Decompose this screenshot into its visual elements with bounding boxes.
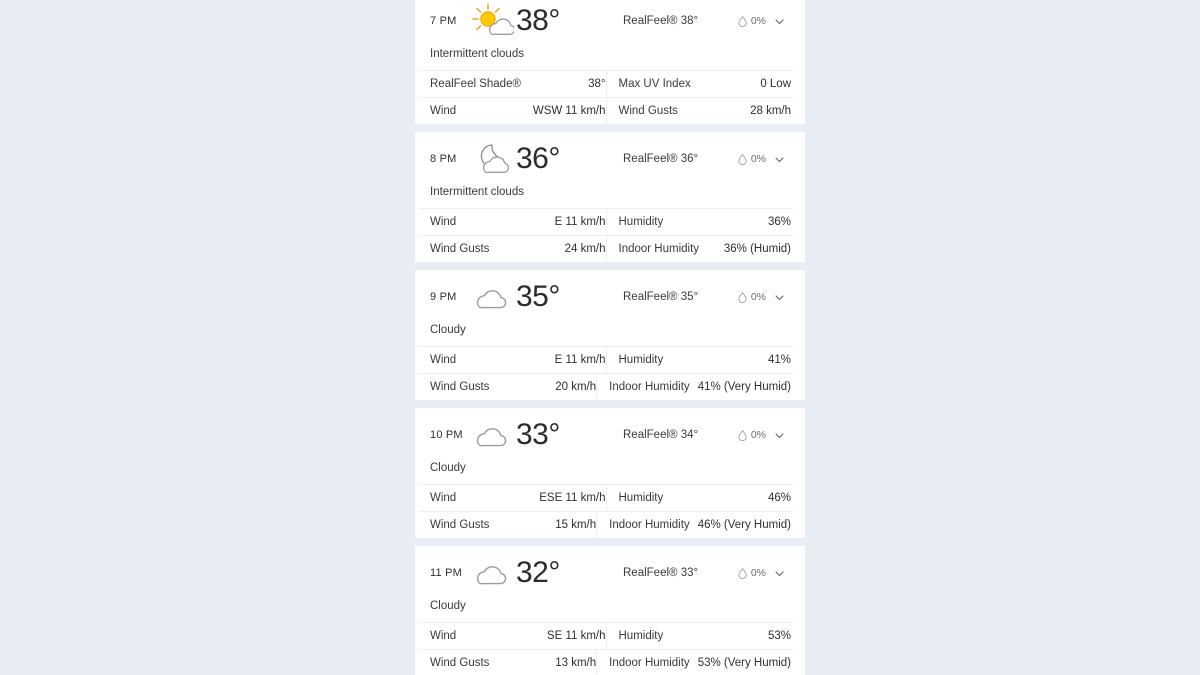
detail-row: [418, 649, 793, 675]
hour-realfeel: [623, 15, 698, 27]
realfeel-value: 35°: [680, 291, 699, 303]
hourly-card-header[interactable]: [418, 546, 793, 596]
sun-behind-cloud-icon: [468, 1, 514, 41]
detail-key: Indoor Humidity: [618, 243, 700, 255]
detail-cell: [418, 374, 596, 400]
detail-key: Humidity: [618, 354, 664, 366]
realfeel-label: RealFeel®: [623, 291, 678, 303]
detail-value: E 11 km/h: [554, 216, 606, 228]
hourly-forecast-list: [415, 0, 805, 675]
detail-key: Wind Gusts: [430, 657, 490, 669]
precip-probability: 0%: [750, 429, 766, 441]
precip-group: [738, 291, 785, 303]
realfeel-value: 34°: [680, 429, 699, 441]
detail-key: Humidity: [618, 630, 664, 642]
chevron-down-icon[interactable]: [774, 16, 785, 27]
chevron-down-icon[interactable]: [774, 292, 785, 303]
detail-cell: [606, 236, 794, 262]
detail-value: SE 11 km/h: [546, 630, 606, 642]
detail-key: Wind: [430, 216, 457, 228]
detail-key: Wind Gusts: [430, 243, 490, 255]
precip-probability: 0%: [750, 153, 766, 165]
hourly-card[interactable]: [415, 546, 805, 675]
detail-key: Wind: [430, 105, 457, 117]
hourly-card[interactable]: [415, 0, 805, 124]
detail-value: 38°: [588, 78, 606, 90]
hour-time: 11 PM: [430, 567, 462, 579]
detail-cell: [606, 209, 794, 235]
raindrop-icon: [738, 292, 747, 303]
detail-row: [418, 235, 793, 262]
hour-temperature: 32°: [516, 556, 560, 589]
realfeel-value: 38°: [680, 15, 699, 27]
detail-key: Wind Gusts: [430, 519, 490, 531]
hour-phrase: Intermittent clouds: [430, 186, 524, 198]
realfeel-label: RealFeel®: [623, 15, 678, 27]
detail-row: [418, 373, 793, 400]
chevron-down-icon[interactable]: [774, 154, 785, 165]
detail-cell: [596, 512, 793, 538]
raindrop-icon: [738, 154, 747, 165]
hour-temperature: 35°: [516, 280, 560, 313]
hourly-card[interactable]: [415, 270, 805, 400]
hour-realfeel: [623, 429, 698, 441]
detail-cell: [606, 485, 794, 511]
detail-cell: [596, 650, 793, 675]
realfeel-label: RealFeel®: [623, 567, 678, 579]
hour-time: 9 PM: [430, 291, 457, 303]
hourly-card-header[interactable]: [418, 408, 793, 458]
detail-value: 15 km/h: [555, 519, 597, 531]
detail-value: 28 km/h: [750, 105, 791, 117]
hour-temperature: 38°: [516, 4, 560, 37]
detail-value: 46% (Very Humid): [697, 519, 791, 531]
precip-probability: 0%: [750, 291, 766, 303]
realfeel-value: 33°: [680, 567, 699, 579]
cloud-icon: [468, 415, 514, 455]
detail-row: [418, 622, 793, 649]
detail-key: RealFeel Shade®: [430, 78, 521, 90]
detail-value: 24 km/h: [564, 243, 606, 255]
detail-key: Humidity: [618, 492, 664, 504]
precip-group: [738, 567, 785, 579]
detail-cell: [606, 623, 794, 649]
detail-row: [418, 208, 793, 235]
chevron-down-icon[interactable]: [774, 430, 785, 441]
detail-value: E 11 km/h: [554, 354, 606, 366]
hour-time: 8 PM: [430, 153, 457, 165]
hour-phrase: Intermittent clouds: [430, 48, 524, 60]
detail-key: Indoor Humidity: [609, 519, 690, 531]
hour-time: 10 PM: [430, 429, 463, 441]
hour-temperature: 36°: [516, 142, 560, 175]
realfeel-value: 36°: [680, 153, 699, 165]
detail-value: 53%: [767, 630, 791, 642]
detail-cell: [418, 485, 606, 511]
detail-row: [418, 70, 793, 97]
hour-phrase: Cloudy: [430, 324, 466, 336]
cloud-icon: [468, 277, 514, 317]
detail-value: 36%: [767, 216, 791, 228]
hour-realfeel: [623, 153, 698, 165]
hour-realfeel: [623, 291, 698, 303]
detail-cell: [606, 347, 794, 373]
precip-group: [738, 153, 785, 165]
detail-cell: [418, 347, 606, 373]
detail-value: ESE 11 km/h: [539, 492, 606, 504]
precip-probability: 0%: [750, 567, 766, 579]
detail-key: Wind: [430, 492, 457, 504]
detail-value: 20 km/h: [555, 381, 597, 393]
detail-key: Humidity: [618, 216, 664, 228]
detail-cell: [418, 98, 606, 124]
detail-value: 13 km/h: [555, 657, 597, 669]
hourly-card-header[interactable]: [418, 270, 793, 320]
detail-key: Wind Gusts: [618, 105, 678, 117]
cloud-icon: [468, 553, 514, 593]
moon-behind-cloud-icon: [468, 139, 514, 179]
detail-row: [418, 97, 793, 124]
precip-group: [738, 15, 785, 27]
raindrop-icon: [738, 568, 747, 579]
detail-cell: [418, 650, 596, 675]
detail-key: Wind: [430, 630, 457, 642]
detail-value: 41% (Very Humid): [697, 381, 791, 393]
detail-cell: [418, 236, 606, 262]
hour-phrase: Cloudy: [430, 600, 466, 612]
detail-value: 0 Low: [760, 78, 791, 90]
hour-time: 7 PM: [430, 15, 457, 27]
detail-key: Wind: [430, 354, 457, 366]
detail-cell: [418, 209, 606, 235]
detail-value: 46%: [767, 492, 791, 504]
detail-row: [418, 511, 793, 538]
raindrop-icon: [738, 16, 747, 27]
detail-key: Max UV Index: [618, 78, 691, 90]
detail-key: Indoor Humidity: [609, 657, 690, 669]
detail-cell: [418, 623, 606, 649]
detail-key: Indoor Humidity: [609, 381, 690, 393]
detail-cell: [418, 71, 606, 97]
detail-cell: [606, 71, 794, 97]
detail-value: 41%: [767, 354, 791, 366]
detail-cell: [418, 512, 596, 538]
chevron-down-icon[interactable]: [774, 568, 785, 579]
detail-value: 53% (Very Humid): [697, 657, 791, 669]
precip-group: [738, 429, 785, 441]
detail-value: 36% (Humid): [723, 243, 791, 255]
hour-phrase: Cloudy: [430, 462, 466, 474]
detail-row: [418, 346, 793, 373]
detail-cell: [606, 98, 794, 124]
detail-value: WSW 11 km/h: [532, 105, 606, 117]
hourly-card-header[interactable]: [418, 132, 793, 182]
hourly-card[interactable]: [415, 132, 805, 262]
precip-probability: 0%: [750, 15, 766, 27]
hour-temperature: 33°: [516, 418, 560, 451]
realfeel-label: RealFeel®: [623, 153, 678, 165]
realfeel-label: RealFeel®: [623, 429, 678, 441]
hourly-card[interactable]: [415, 408, 805, 538]
detail-cell: [596, 374, 793, 400]
detail-key: Wind Gusts: [430, 381, 490, 393]
raindrop-icon: [738, 430, 747, 441]
hour-realfeel: [623, 567, 698, 579]
detail-row: [418, 484, 793, 511]
hourly-card-header[interactable]: [418, 0, 793, 44]
